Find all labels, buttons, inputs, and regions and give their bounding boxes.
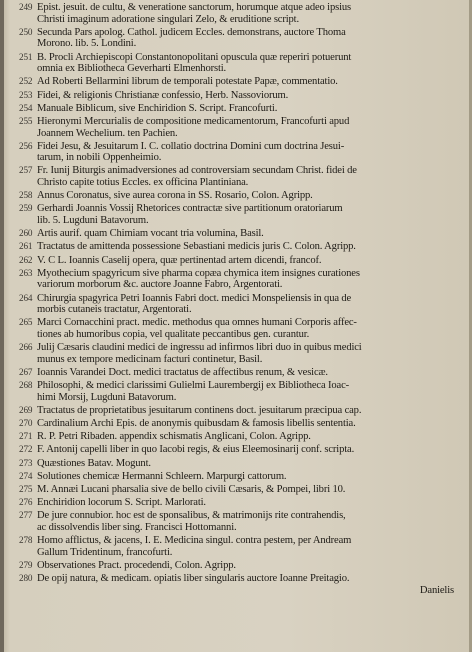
- entry-number: 271: [19, 431, 33, 442]
- entry-text: Gerhardi Joannis Vossij Rhetorices contractæ sive partitionum oratoriarum: [37, 203, 343, 215]
- entry-first-line: [19, 484, 468, 496]
- catalogue-entry: [8, 103, 468, 115]
- entry-text: Philosophi, & medici clarissimi Gulielmi Laurembergij ex Bibliotheca Ioac-: [37, 380, 350, 392]
- entry-first-line: [19, 497, 468, 509]
- catalogue-entry: [8, 293, 468, 316]
- entry-first-line: [19, 431, 468, 443]
- entry-text: Hieronymi Mercurialis de compositione medicamentorum, Francofurti apud: [37, 115, 350, 127]
- catalogue-entry: [8, 255, 468, 267]
- entry-number: 264: [19, 292, 33, 303]
- catalogue-entry: [8, 497, 468, 509]
- entry-first-line: [19, 228, 468, 240]
- entry-first-line: [19, 255, 468, 267]
- entry-first-line: [19, 418, 468, 430]
- catalogue-entry: [8, 405, 468, 417]
- entry-first-line: [19, 141, 468, 153]
- entry-number: 255: [19, 115, 33, 126]
- entry-first-line: [19, 510, 468, 522]
- entry-first-line: [19, 241, 468, 253]
- entry-text: Ad Roberti Bellarmini librum de temporali potestate Papæ, commentatio.: [37, 76, 338, 88]
- entry-first-line: [19, 27, 468, 39]
- entry-number: 267: [19, 366, 33, 377]
- catalogue-entry: [8, 76, 468, 88]
- entry-number: 275: [19, 484, 33, 494]
- entry-number: 279: [19, 559, 33, 570]
- catalogue-entry: [8, 535, 468, 558]
- entry-number: 261: [19, 241, 33, 252]
- catalogue-entry: [8, 573, 468, 596]
- page-binding-edge: [0, 0, 4, 652]
- catalogue-entry: [8, 241, 468, 253]
- entry-text: Epist. jesuit. de cultu, & veneratione sanctorum, horumque atque adeo ipsius: [37, 2, 351, 13]
- entry-continuation-line: himi Morsij, Lugduni Batavorum.: [37, 391, 177, 403]
- entry-text: Solutiones chemicæ Hermanni Schleern. Marpurgi cattorum.: [37, 470, 287, 482]
- entry-number: 254: [19, 102, 33, 113]
- entry-continuation-line: tarum, in nobili Oppenheimio.: [37, 152, 162, 164]
- entry-continuation-line: Christo capite totius Eccles. ex officina Plantiniana.: [37, 177, 249, 189]
- entry-first-line: [19, 342, 468, 354]
- entry-number: 277: [19, 510, 33, 521]
- entry-text: De opij natura, & medicam. opiatis liber singularis auctore Ioanne Preitagio.: [37, 573, 350, 585]
- catalogue-entry: [8, 317, 468, 340]
- entry-text: V. C L. Ioannis Caselij opera, quæ pertinentad artem dicendi, francof.: [37, 254, 322, 266]
- entry-number: 273: [19, 457, 33, 468]
- entry-first-line: [19, 2, 468, 14]
- entry-text: M. Annæi Lucani pharsalia sive de bello civili Cæsaris, & Pompei, libri 10.: [37, 484, 346, 495]
- entry-number: 278: [19, 535, 33, 546]
- entry-text: Manuale Biblicum, sive Enchiridion S. Script. Francofurti.: [37, 102, 278, 114]
- entry-text: Homo afflictus, & jacens, I. E. Medicina singul. contra pestem, per Andream: [37, 535, 352, 547]
- entry-text: Cardinalium Archi Epis. de anonymis quibusdam & famosis libellis sententia.: [37, 418, 356, 430]
- catalogue-entry: [8, 90, 468, 102]
- catalogue-entry: [8, 484, 468, 496]
- entry-number: 258: [19, 190, 33, 201]
- catalogue-entry: [8, 418, 468, 430]
- entry-text: De jure connubior. hoc est de sponsalibus, & matrimonijs rite contrahendis,: [37, 510, 346, 522]
- entry-first-line: [19, 165, 468, 177]
- entry-text: B. Procli Archiepiscopi Constantonopolitani opuscula quæ reperiri potuerunt: [37, 51, 352, 63]
- entry-first-line: [19, 317, 468, 329]
- catalogue-entry: [8, 471, 468, 483]
- catalogue-entry: [8, 431, 468, 443]
- entry-number: 259: [19, 203, 33, 214]
- entry-continuation-line: Joannem Wechelium. ten Pachien.: [37, 127, 178, 139]
- entry-number: 256: [19, 140, 33, 151]
- entry-text: Annus Coronatus, sive aurea corona in SS. Rosario, Colon. Agripp.: [37, 190, 313, 202]
- entry-number: 274: [19, 470, 33, 481]
- entry-first-line: [19, 405, 468, 417]
- entry-number: 262: [19, 254, 33, 265]
- catalogue-entry: [8, 458, 468, 470]
- entry-continuation-line: tiones ab humoribus copia, vel qualitate peccantibus gen. curantur.: [37, 328, 310, 340]
- entry-text: R. P. Petri Ribaden. appendix schismatis Anglicani, Colon. Agripp.: [37, 431, 311, 443]
- catalogue-entry: [8, 342, 468, 365]
- entry-number: 250: [19, 26, 33, 37]
- entry-first-line: [19, 444, 468, 456]
- entry-number: 272: [19, 444, 33, 455]
- entry-first-line: [19, 203, 468, 215]
- catalogue-entry: [8, 190, 468, 202]
- entry-continuation-line: variorum morborum &c. auctore Joanne Fabro, Argentorati.: [37, 279, 283, 291]
- catalogue-entry: [8, 27, 468, 50]
- entry-number: 270: [19, 418, 33, 429]
- entry-text: Myothecium spagyricum sive pharma copæa chymica item insignes curationes: [37, 267, 360, 279]
- catalogue-entry: [8, 560, 468, 572]
- entry-text: Enchiridion locorum S. Script. Marlorati.: [37, 497, 206, 509]
- entry-text: F. Antonij capelli liber in quo Iacobi regis, & eius Eleemosinarij conf. scripta.: [37, 444, 355, 456]
- entry-text: Quæstiones Batav. Mogunt.: [37, 457, 151, 469]
- entry-first-line: [19, 190, 468, 202]
- entry-first-line: [19, 573, 468, 585]
- entry-continuation-line: Christi imaginum adoratione singulari Zelo, & eruditione script.: [37, 13, 299, 25]
- catalogue-entry: [8, 367, 468, 379]
- entry-text: Ioannis Varandei Doct. medici tractatus de affectibus renum, & vesicæ.: [37, 366, 328, 378]
- catalogue-entry: [8, 203, 468, 226]
- entry-continuation-line: munus ex tempore medicinam facturi continetur, Basil.: [37, 353, 263, 365]
- entry-text: Fr. Iunij Biturgis animadversiones ad controversiam secundam Christ. fidei de: [37, 165, 357, 177]
- entry-number: 280: [19, 573, 33, 584]
- entry-text: Tractatus de amittenda possessione Sebastiani medicis juris C. Colon. Agripp.: [37, 241, 356, 253]
- entry-text: Secunda Pars apolog. Cathol. judicem Eccles. demonstrans, auctore Thoma: [37, 26, 346, 38]
- entry-text: Fidei Jesu, & Jesuitarum I. C. collatio doctrina Domini cum doctrina Jesui-: [37, 140, 345, 152]
- entry-text: Artis aurif. quam Chimiam vocant tria volumina, Basil.: [37, 228, 264, 240]
- entry-number: 257: [19, 165, 33, 176]
- entry-first-line: [19, 90, 468, 102]
- entry-number: 253: [19, 89, 33, 100]
- catalogue-entry: [8, 380, 468, 403]
- entry-number: 265: [19, 317, 33, 328]
- entry-first-line: [19, 367, 468, 379]
- entry-first-line: [19, 76, 468, 88]
- entry-number: 260: [19, 228, 33, 239]
- entry-first-line: [19, 471, 468, 483]
- entry-text: Fidei, & religionis Christianæ confessio, Herb. Nassoviorum.: [37, 89, 289, 101]
- entry-number: 249: [19, 2, 33, 12]
- entry-continuation-line: ac dissolvendis liber sing. Francisci Hottomanni.: [37, 521, 237, 533]
- entry-number: 252: [19, 76, 33, 87]
- catalogue-entry: [8, 444, 468, 456]
- entry-text: Chirurgia spagyrica Petri Ioannis Fabri doct. medici Monspeliensis in qua de: [37, 292, 352, 304]
- entry-first-line: [19, 535, 468, 547]
- catalogue-entry: [8, 116, 468, 139]
- entry-first-line: [19, 458, 468, 470]
- catalogue-entry: [8, 2, 468, 25]
- catalogue-entries: [8, 2, 468, 598]
- entry-continuation-line: Morono. lib. 5. Londini.: [37, 38, 137, 50]
- entry-first-line: [19, 116, 468, 128]
- entry-first-line: [19, 103, 468, 115]
- catalogue-entry: [8, 165, 468, 188]
- entry-text: Tractatus de proprietatibus jesuitarum continens doct. jesuitarum præcipua cap.: [37, 404, 362, 416]
- entry-number: 251: [19, 51, 33, 62]
- entry-number: 266: [19, 342, 33, 353]
- entry-first-line: [19, 380, 468, 392]
- entry-first-line: [19, 293, 468, 305]
- catalogue-entry: [8, 52, 468, 75]
- entry-text: Julij Cæsaris claudini medici de ingressu ad infirmos libri duo in quibus medici: [37, 342, 362, 354]
- catalogue-entry: [8, 510, 468, 533]
- entry-number: 268: [19, 380, 33, 391]
- catalogue-entry: [8, 141, 468, 164]
- entry-first-line: [19, 52, 468, 64]
- entry-continuation-line: Gallum Tridentinum, francofurti.: [37, 546, 173, 558]
- entry-first-line: [19, 268, 468, 280]
- entry-continuation-line: Danielis: [419, 584, 454, 596]
- entry-continuation-line: omnia ex Bibliotheca Geverharti Elmenhorsti.: [37, 63, 227, 75]
- entry-number: 263: [19, 267, 33, 278]
- entry-number: 269: [19, 404, 33, 415]
- catalogue-entry: [8, 228, 468, 240]
- entry-continuation-line: lib. 5. Lugduni Batavorum.: [37, 215, 149, 227]
- entry-text: Observationes Pract. procedendi, Colon. Agripp.: [37, 559, 236, 571]
- entry-text: Marci Cornacchini pract. medic. methodus qua omnes humani Corporis affec-: [37, 317, 357, 329]
- catalogue-entry: [8, 268, 468, 291]
- entry-continuation-line: morbis cutaneis tractatur, Argentorati.: [37, 304, 192, 316]
- entry-number: 276: [19, 497, 33, 508]
- entry-first-line: [19, 560, 468, 572]
